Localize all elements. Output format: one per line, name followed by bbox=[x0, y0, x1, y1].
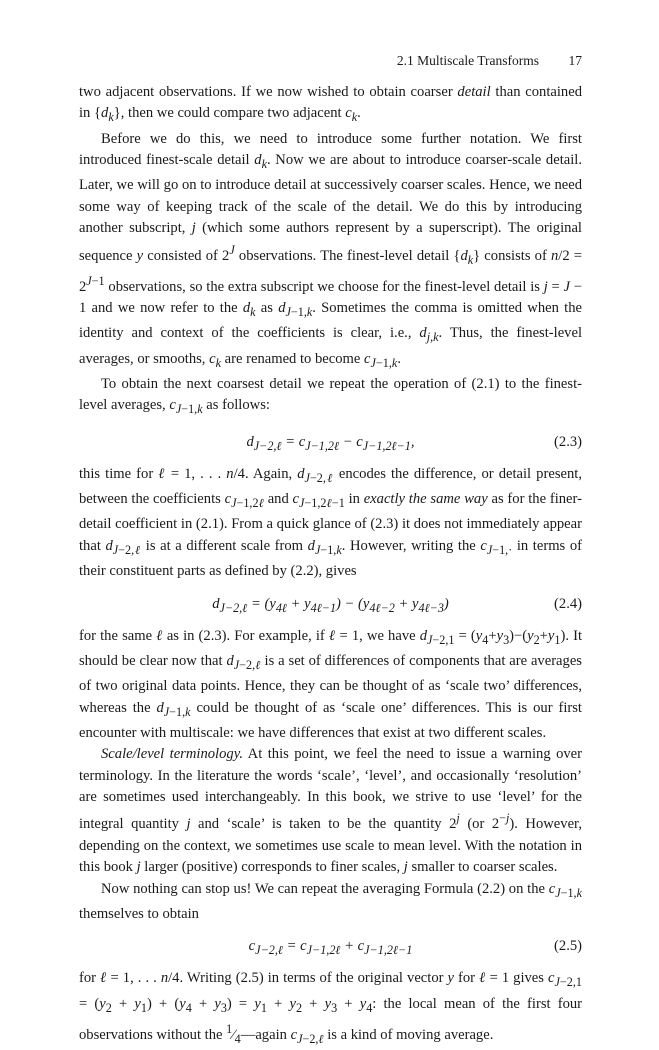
running-header bbox=[79, 50, 582, 70]
equation-2-3 bbox=[79, 432, 582, 453]
paragraph: Before we do this, we need to introduce some further notation. We first introduced finest-scale detail $d_k$. Now we are about to introduce coarser-scale detail. Later, we will go on to introduce detail at successively coarser scales. Hence, we need some way of keeping track of the scale of the detail. We do this by introducing another subscript, j (which some authors represent by a superscript). The original sequence y consisted of $2^J$ observations. The finest-level detail $\{d_k\}$ consists of $n/2 = 2^{J-1}$ observations, so the extra subscript we choose for the finest-level detail is j = J − 1 and we now refer to the $d_k$ as $d_{J-1,k}$. Sometimes the comma is omitted when the identity and context of the coefficients is clear, i.e., $d_{j,k}$. Thus, the finest-level averages, or smooths, $c_k$ are renamed to become $c_{J-1,k}$. bbox=[79, 130, 583, 370]
equation-number: (2.5) bbox=[554, 938, 582, 955]
section-title: 2.1 Multiscale Transforms bbox=[396, 53, 539, 68]
paragraph: Now nothing can stop us! We can repeat the averaging Formula (2.2) on the $c_{J-1,k}$ themselves to obtain bbox=[79, 880, 582, 922]
paragraph: To obtain the next coarsest detail we repeat the operation of (2.1) to the finest-level averages, $c_{J-1,k}$ as follows: bbox=[79, 376, 582, 417]
paragraph: two adjacent observations. If we now wished to obtain coarser detail than contained in $\{d_k\}$, then we could compare two adjacent $c_k$. bbox=[79, 84, 582, 125]
page-number: 17 bbox=[568, 53, 582, 68]
paragraph: this time for ℓ = 1, . . . n/4. Again, $d_{J-2,\ell}$ encodes the difference, or detail present, between the coefficients $c_{J-1,2\ell}$ and $c_{J-1,2\ell-1}$ in exactly the same way as for the finer-detail coefficient in (2.1). From a quick glance of (2.3) it does not immediately appear that $d_{J-2,\ell}$ is at a different scale from $d_{J-1,k}$. However, writing the $c_{J-1,\cdot}$ in terms of their constituent parts as defined by (2.2), gives bbox=[79, 465, 582, 580]
equation-expression: $d_{J-2,\ell} = c_{J-1,2\ell} - c_{J-1,2\ell-1}$, bbox=[246, 433, 415, 453]
equation-2-5 bbox=[79, 936, 582, 957]
paragraph: for the same ℓ as in (2.3). For example, if ℓ = 1, we have $d_{J-2,1} = (y_4+y_3)-(y_2+y_1)$. It should be clear now that $d_{J-2,\ell}$ is a set of differences of components that are averages of two original data points. Hence, they can be thought of as ‘scale two’ differences, whereas the $d_{J-1,k}$ could be thought of as ‘scale one’ differences. This is our first encounter with multiscale: we have differences that exist at two different scales. bbox=[79, 627, 583, 741]
paragraph: for ℓ = 1, . . . n/4. Writing (2.5) in terms of the original vector y for ℓ = 1 gives $c_{J-2,1} = (y_2 + y_1) + (y_4 + y_3) = y_1 + y_2 + y_3 + y_4$: the local mean of the first four observations without the $^1⁄_4—again$ $c_{J-2,\ell}$ is a kind of moving average. bbox=[79, 970, 583, 1046]
page-body bbox=[79, 82, 582, 1050]
equation-number: (2.4) bbox=[554, 595, 582, 612]
equation-expression: $d_{J-2,\ell} = (y_{4\ell} + y_{4\ell-1}) - (y_{4\ell-2} + y_{4\ell-3})$ bbox=[212, 595, 449, 615]
equation-2-4 bbox=[79, 594, 582, 615]
equation-number: (2.3) bbox=[554, 433, 582, 450]
paragraph: Scale/level terminology. At this point, we feel the need to issue a warning over terminology. In the literature the words ‘scale’, ‘level’, and occasionally ‘resolution’ are sometimes used interchangeably. In this book, we strive to use ‘level’ for the integral quantity j and ‘scale’ is taken to be the quantity 2$^j$ (or $2^{-j}$). However, depending on the context, we sometimes use scale to mean level. With the notation in this book j larger (positive) corresponds to finer scales, j smaller to coarser scales. bbox=[79, 746, 583, 876]
equation-expression: $c_{J-2,\ell} = c_{J-1,2\ell} + c_{J-1,2\ell-1}$ bbox=[248, 938, 413, 958]
